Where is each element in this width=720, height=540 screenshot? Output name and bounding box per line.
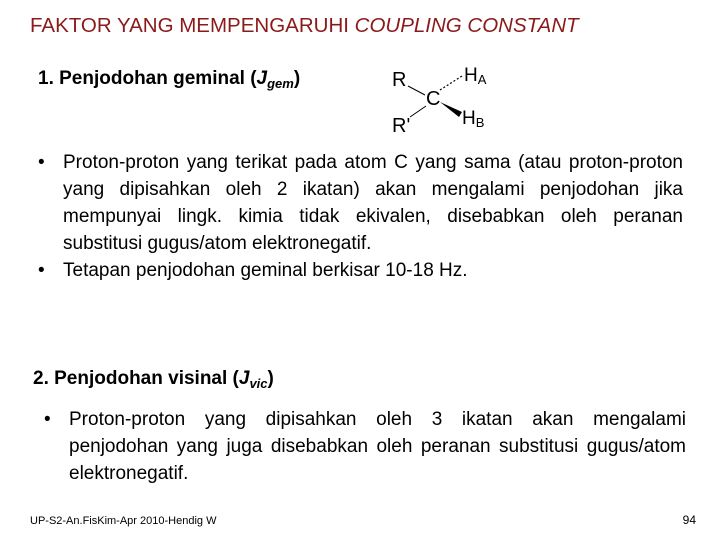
section2-j: J — [238, 368, 250, 389]
hashed-bond-ha — [440, 76, 462, 90]
section1-heading-text: 1. Penjodohan geminal ( — [38, 68, 257, 89]
section2-heading — [33, 368, 274, 391]
r-bottom-label: R' — [392, 115, 411, 136]
title-upright: FAKTOR YANG MEMPENGARUHI — [30, 14, 355, 37]
section1-heading — [38, 68, 300, 91]
bullet-icon: • — [38, 152, 45, 173]
bond-r-bottom — [410, 106, 426, 117]
section2-sub: vic — [249, 376, 268, 391]
bullet-icon: • — [44, 409, 51, 430]
section1-sub: gem — [267, 76, 294, 91]
section2-heading-text: 2. Penjodohan visinal ( — [33, 368, 239, 389]
section2-bullet-list — [44, 406, 686, 487]
title-italic: COUPLING CONSTANT — [354, 14, 579, 37]
wedge-bond-hb — [440, 102, 462, 117]
section1-bullet-list — [38, 149, 683, 284]
list-item: • Proton-proton yang terikat pada atom C yang sama (atau proton-proton yang dipisahkan oleh 2 ikatan) akan mengalami penjodohan jika mempunyai lingk. kimia tidak ekivalen, disebabkan oleh peranan substitusi gugus/atom elektronegatif. — [38, 149, 683, 257]
carbon-label: C — [426, 88, 441, 110]
section1-close: ) — [293, 68, 301, 89]
r-top-label: R — [392, 69, 407, 91]
footer-source: UP-S2-An.FisKim-Apr 2010-Hendig W — [30, 515, 217, 527]
bullet-icon: • — [38, 260, 45, 281]
list-item: • Proton-proton yang dipisahkan oleh 3 ikatan akan mengalami penjodohan yang juga disebabkan oleh peranan substitusi gugus/atom elektronegatif. — [44, 406, 686, 487]
list-item: • Tetapan penjodohan geminal berkisar 10-18 Hz. — [38, 257, 683, 284]
section1-j: J — [256, 68, 268, 89]
section2-close: ) — [267, 368, 274, 389]
slide-title — [30, 14, 579, 38]
geminal-structure-diagram — [388, 64, 498, 136]
ha-label: HA — [464, 65, 487, 87]
page-number: 94 — [682, 513, 696, 527]
bond-r-top — [408, 86, 425, 95]
hb-label: HB — [462, 108, 485, 130]
